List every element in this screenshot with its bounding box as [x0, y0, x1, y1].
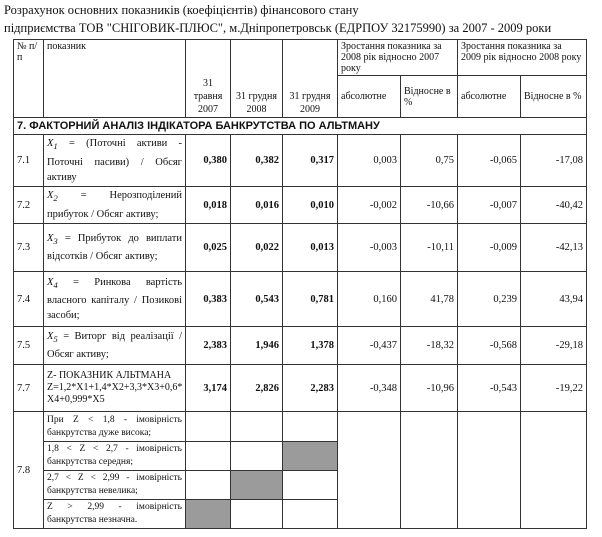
shaded-cell-2008 — [231, 471, 283, 500]
caption-line-2: підприємства ТОВ "СНІГОВИК-ПЛЮС", м.Дніпропетровськ (ЕДРПОУ 32175990) за 2007 - 2009 роки — [4, 21, 552, 35]
indicator-text: = Прибуток до виплати відсотків / Обсяг активу; — [47, 232, 182, 263]
value-2007: 0,383 — [186, 272, 231, 327]
altman-title: Z- ПОКАЗНИК АЛЬТМАНА — [47, 370, 172, 381]
indicator-text: = Виторг від реалізації / Обсяг активу; — [47, 330, 182, 361]
zone-low: 2,7 < Z < 2,99 - імовірність банкрутства невелика; — [44, 471, 186, 500]
value-2008: 0,382 — [231, 135, 283, 187]
rel-growth-2009: 43,94 — [521, 272, 587, 327]
value-2009: 0,317 — [283, 135, 338, 187]
empty-cell — [186, 442, 231, 471]
altman-formula-line2: X4+0,999*X5 — [47, 394, 105, 405]
empty-cell — [231, 442, 283, 471]
table-row — [14, 135, 587, 187]
abs-growth-2008: -0,002 — [338, 187, 401, 224]
shaded-cell-2007 — [186, 500, 231, 529]
header-date-2007: 31 травня 2007 — [186, 40, 231, 118]
indicator-text: = Ринкова вартість власного капіталу / Позикові засоби; — [47, 276, 182, 322]
shaded-cell-2009 — [283, 442, 338, 471]
header-growth-2009: Зростання показника за 2009 рік відносно 2008 року — [458, 40, 587, 76]
rel-growth-2008: -10,66 — [401, 187, 458, 224]
abs-growth-2009: -0,007 — [458, 187, 521, 224]
zone-insignificant: Z > 2,99 - імовірність банкрутства незначна. — [44, 500, 186, 529]
value-2008: 2,826 — [231, 365, 283, 412]
var-index: 2 — [53, 193, 58, 204]
value-2007: 2,383 — [186, 327, 231, 365]
value-2007: 0,025 — [186, 224, 231, 272]
table-row-altman — [14, 365, 587, 412]
row-number: 7.4 — [14, 272, 44, 327]
empty-cell — [401, 412, 458, 529]
header-date-2008: 31 грудня 2008 — [231, 40, 283, 118]
rel-growth-2008: -10,11 — [401, 224, 458, 272]
altman-formula-line1: Z=1,2*X1+1,4*X2+3,3*X3+0,6* — [47, 382, 183, 393]
var-symbol: X — [47, 330, 54, 342]
empty-cell — [186, 471, 231, 500]
rel-growth-2009: -40,42 — [521, 187, 587, 224]
caption-line-1: Розрахунок основних показників (коефіцієнтів) фінансового стану — [4, 3, 359, 17]
rel-growth-2009: -29,18 — [521, 327, 587, 365]
abs-growth-2009: 0,239 — [458, 272, 521, 327]
altman-formula — [44, 365, 186, 412]
zone-medium: 1,8 < Z < 2,7 - імовірність банкрутства середня; — [44, 442, 186, 471]
row-number: 7.5 — [14, 327, 44, 365]
row-number: 7.8 — [14, 412, 44, 529]
rel-growth-2008: -18,32 — [401, 327, 458, 365]
indicator-text: = (Поточні активи - Поточні пасиви) / Обсяг активу — [47, 138, 182, 183]
rel-growth-2008: -10,96 — [401, 365, 458, 412]
table-row — [14, 224, 587, 272]
row-number: 7.1 — [14, 135, 44, 187]
row-number: 7.3 — [14, 224, 44, 272]
value-2009: 2,283 — [283, 365, 338, 412]
abs-growth-2009: -0,543 — [458, 365, 521, 412]
empty-cell — [231, 500, 283, 529]
var-index: 5 — [53, 334, 58, 345]
rel-growth-2008: 0,75 — [401, 135, 458, 187]
zone-row — [14, 412, 587, 442]
abs-growth-2008: -0,003 — [338, 224, 401, 272]
header-abs-2008: абсолютне — [338, 76, 401, 118]
table-row — [14, 187, 587, 224]
var-symbol: X — [47, 190, 54, 202]
abs-growth-2008: -0,437 — [338, 327, 401, 365]
value-2009: 0,013 — [283, 224, 338, 272]
indicator-x1 — [44, 135, 186, 187]
abs-growth-2008: -0,348 — [338, 365, 401, 412]
header-no: № п/п — [14, 40, 44, 118]
zone-very-high: При Z < 1,8 - імовірність банкрутства дуже висока; — [44, 412, 186, 442]
indicators-table — [13, 39, 587, 529]
header-growth-2008: Зростання показника за 2008 рік відносно 2007 року — [338, 40, 458, 76]
value-2007: 3,174 — [186, 365, 231, 412]
indicator-x5 — [44, 327, 186, 365]
value-2008: 1,946 — [231, 327, 283, 365]
value-2007: 0,018 — [186, 187, 231, 224]
empty-cell — [283, 500, 338, 529]
var-symbol: X — [47, 232, 54, 244]
empty-cell — [186, 412, 231, 442]
var-index: 4 — [53, 280, 58, 291]
section-title: 7. ФАКТОРНИЙ АНАЛІЗ ІНДІКАТОРА БАНКРУТСТВА ПО АЛЬТМАНУ — [14, 118, 587, 135]
table-row — [14, 327, 587, 365]
var-symbol: X — [47, 138, 54, 150]
abs-growth-2008: 0,160 — [338, 272, 401, 327]
rel-growth-2008: 41,78 — [401, 272, 458, 327]
var-index: 1 — [53, 141, 58, 152]
var-index: 3 — [53, 236, 58, 247]
var-symbol: X — [47, 276, 54, 288]
rel-growth-2009: -42,13 — [521, 224, 587, 272]
value-2007: 0,380 — [186, 135, 231, 187]
empty-cell — [338, 412, 401, 529]
empty-cell — [231, 412, 283, 442]
indicator-text: = Нерозподілений прибуток / Обсяг активу; — [47, 190, 182, 220]
row-number: 7.7 — [14, 365, 44, 412]
abs-growth-2009: -0,065 — [458, 135, 521, 187]
empty-cell — [458, 412, 521, 529]
indicator-x3 — [44, 224, 186, 272]
abs-growth-2009: -0,009 — [458, 224, 521, 272]
table-row — [14, 272, 587, 327]
value-2008: 0,022 — [231, 224, 283, 272]
value-2008: 0,543 — [231, 272, 283, 327]
indicator-x2 — [44, 187, 186, 224]
empty-cell — [283, 471, 338, 500]
header-date-2009: 31 грудня 2009 — [283, 40, 338, 118]
rel-growth-2009: -17,08 — [521, 135, 587, 187]
header-rel-2009: Відносне в % — [521, 76, 587, 118]
header-indicator: показник — [44, 40, 186, 118]
abs-growth-2009: -0,568 — [458, 327, 521, 365]
header-abs-2009: абсолютне — [458, 76, 521, 118]
value-2009: 1,378 — [283, 327, 338, 365]
empty-cell — [521, 412, 587, 529]
value-2009: 0,010 — [283, 187, 338, 224]
header-rel-2008: Відносне в % — [401, 76, 458, 118]
row-number: 7.2 — [14, 187, 44, 224]
indicator-x4 — [44, 272, 186, 327]
value-2008: 0,016 — [231, 187, 283, 224]
value-2009: 0,781 — [283, 272, 338, 327]
empty-cell — [283, 412, 338, 442]
rel-growth-2009: -19,22 — [521, 365, 587, 412]
abs-growth-2008: 0,003 — [338, 135, 401, 187]
